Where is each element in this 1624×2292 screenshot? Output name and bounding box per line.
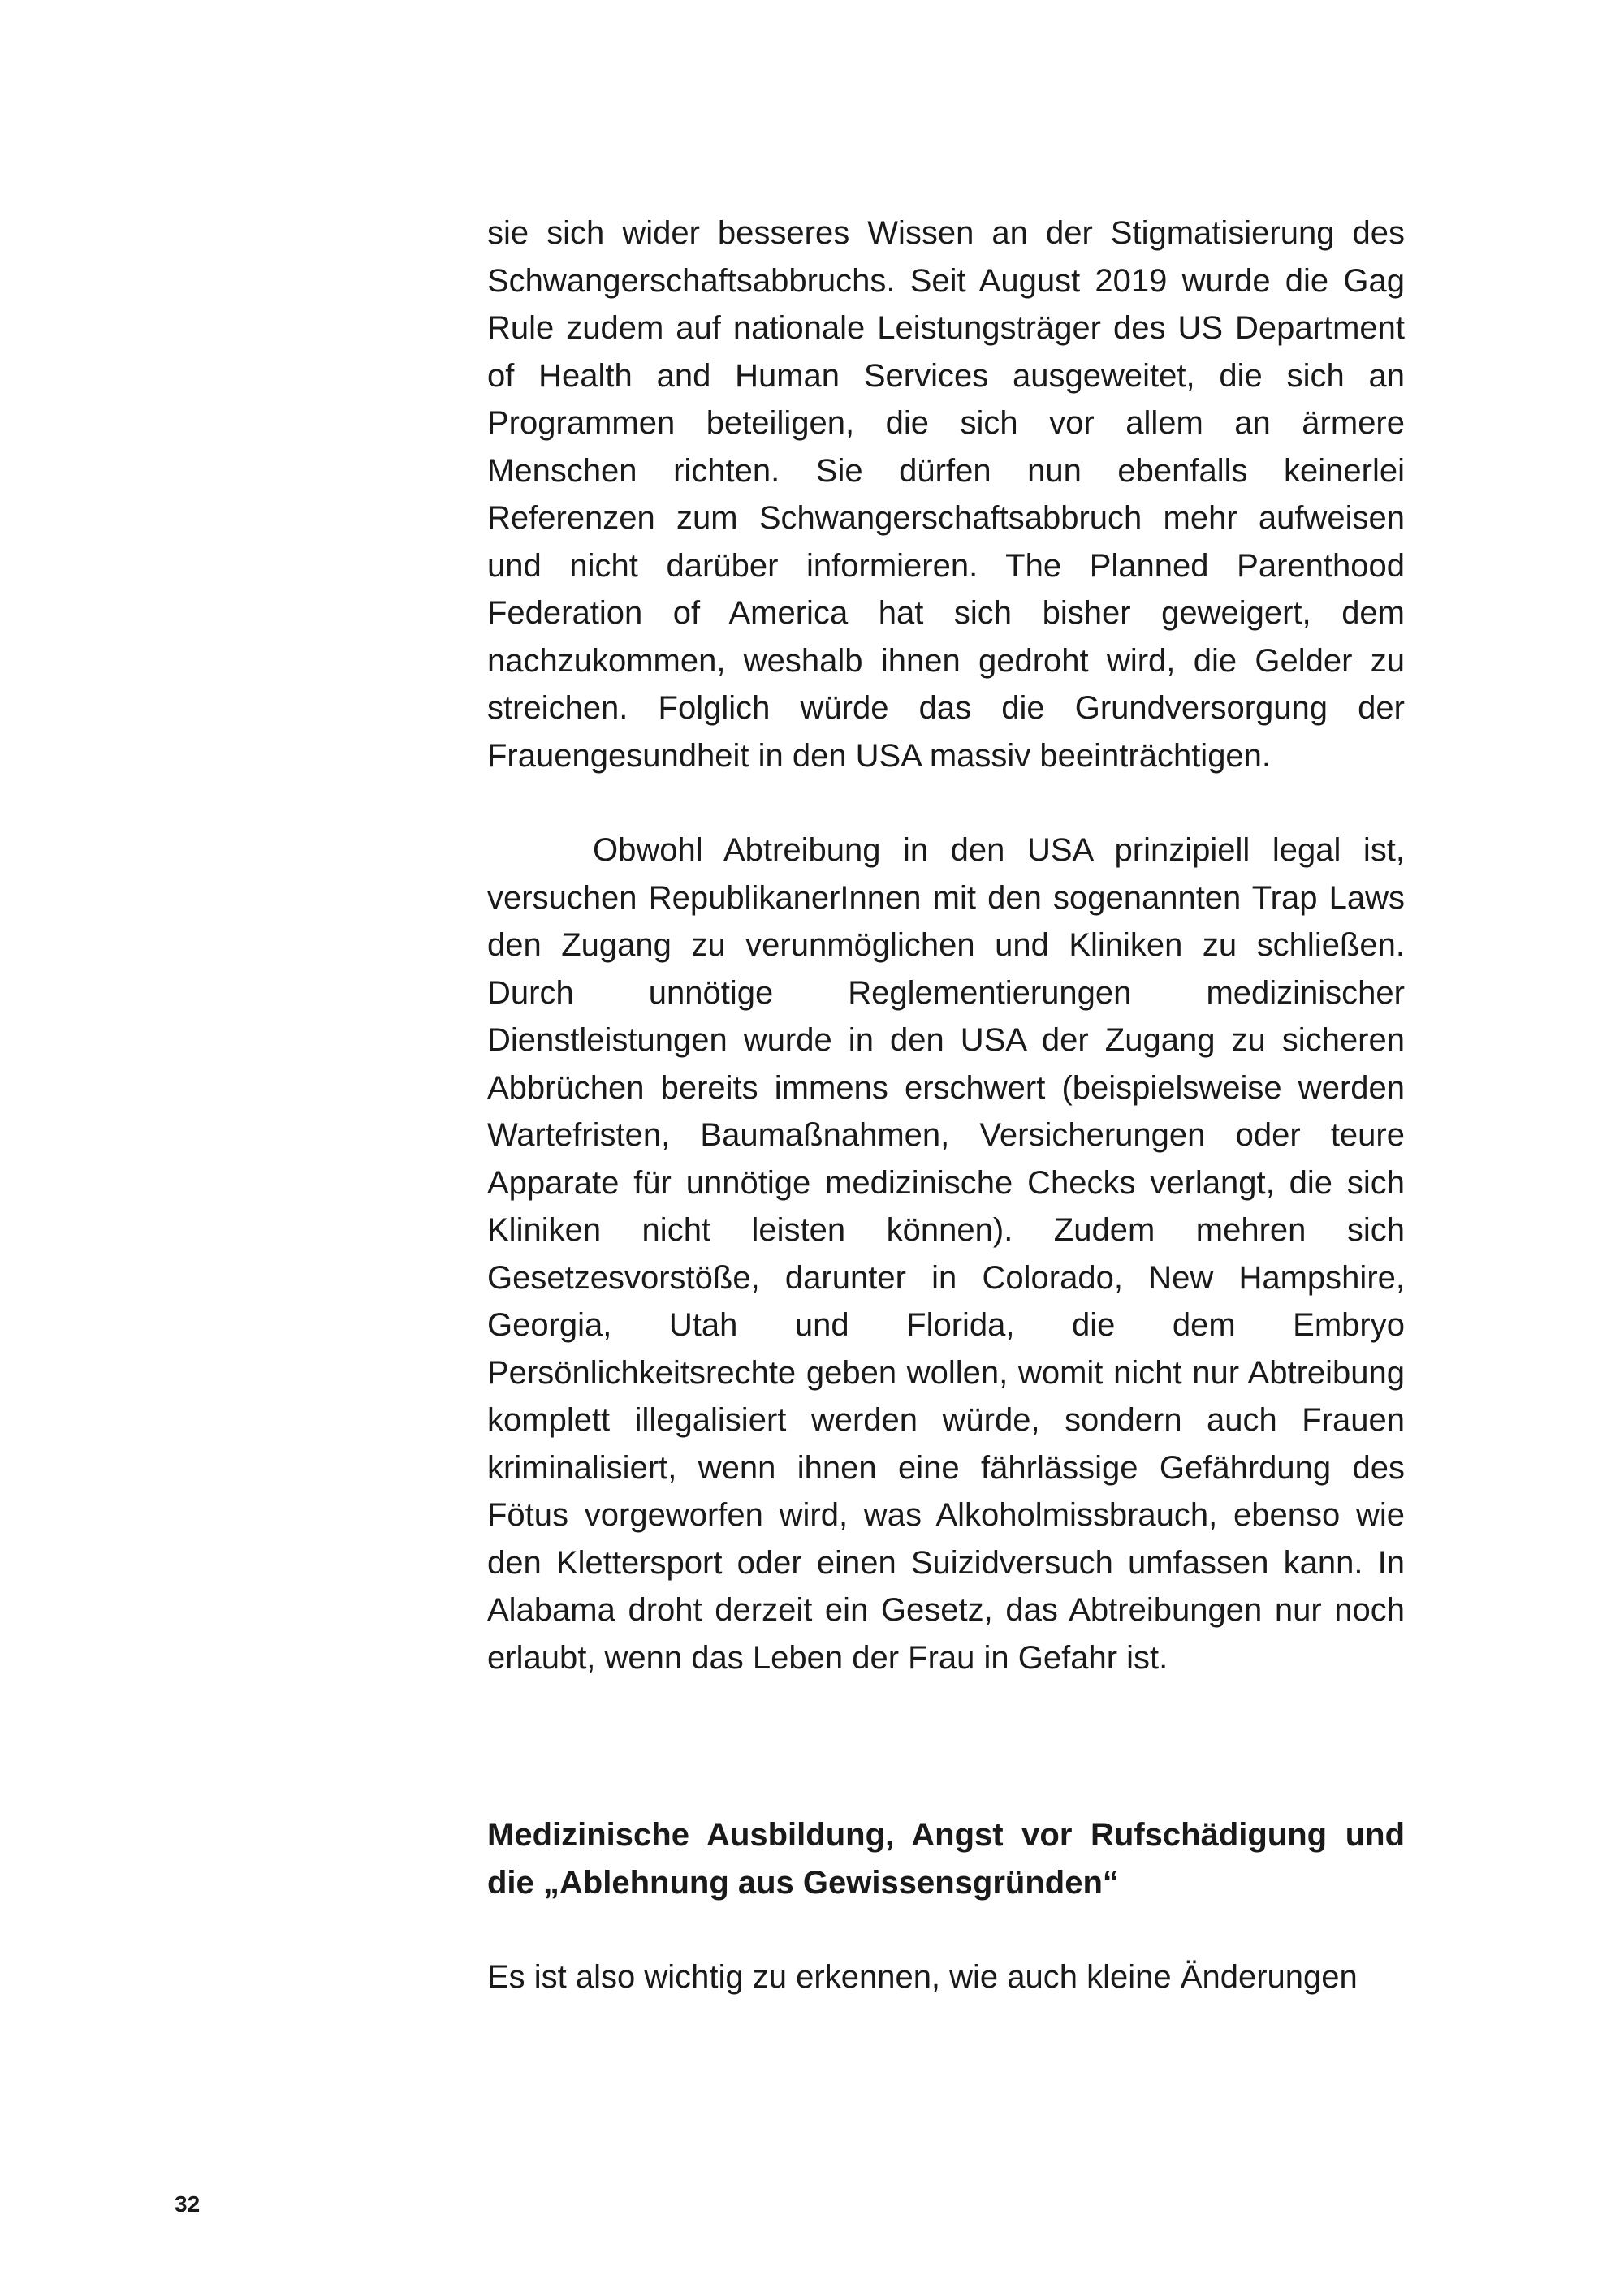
section-heading: Medizinische Ausbildung, Angst vor Rufschädigung und die „Ablehnung aus Gewissensgründen“ bbox=[487, 1817, 1405, 1901]
body-paragraph-1: sie sich wider besseres Wissen an der Stigmatisierung des Schwangerschaftsabbruchs. Seit August 2019 wurde die Gag Rule zudem auf nationale Leistungsträger des US Department of Health and Human Services ausgeweitet, die sich an Programmen beteiligen, die sich vor allem an ärmere Menschen richten. Sie dürfen nun ebenfalls keinerlei Referenzen zum Schwangerschaftsabbruch mehr aufweisen und nicht darüber informieren. The Planned Parenthood Federation of America hat sich bisher geweigert, dem nachzukommen, weshalb ihnen gedroht wird, die Gelder zu streichen. Folglich würde das die Grundversorgung der Frauengesundheit in den USA massiv beeinträchtigen. bbox=[487, 215, 1405, 774]
page-number: 32 bbox=[175, 2191, 201, 2216]
body-paragraph-3: Es ist also wichtig zu erkennen, wie auch kleine Änderungen bbox=[487, 1959, 1358, 1995]
text-column bbox=[487, 209, 1405, 2001]
body-paragraph-2: Obwohl Abtreibung in den USA prinzipiell legal ist, versuchen RepublikanerInnen mit den sogenannten Trap Laws den Zugang zu verunmöglichen und Kliniken zu schließen. Durch unnötige Reglementierungen medizinischer Dienstleistungen wurde in den USA der Zugang zu sicheren Abbrüchen bereits immens erschwert (beispielsweise werden Wartefristen, Baumaßnahmen, Versicherungen oder teure Apparate für unnötige medizinische Checks verlangt, die sich Kliniken nicht leisten können). Zudem mehren sich Gesetzesvorstöße, darunter in Colorado, New Hampshire, Georgia, Utah und Florida, die dem Embryo Persönlichkeitsrechte geben wollen, womit nicht nur Abtreibung komplett illegalisiert werden würde, sondern auch Frauen kriminalisiert, wenn ihnen eine fährlässige Gefährdung des Fötus vorgeworfen wird, was Alkoholmissbrauch, ebenso wie den Klettersport oder einen Suizidversuch umfassen kann. In Alabama droht derzeit ein Gesetz, das Abtreibungen nur noch erlaubt, wenn das Leben der Frau in Gefahr ist. bbox=[487, 832, 1405, 1676]
